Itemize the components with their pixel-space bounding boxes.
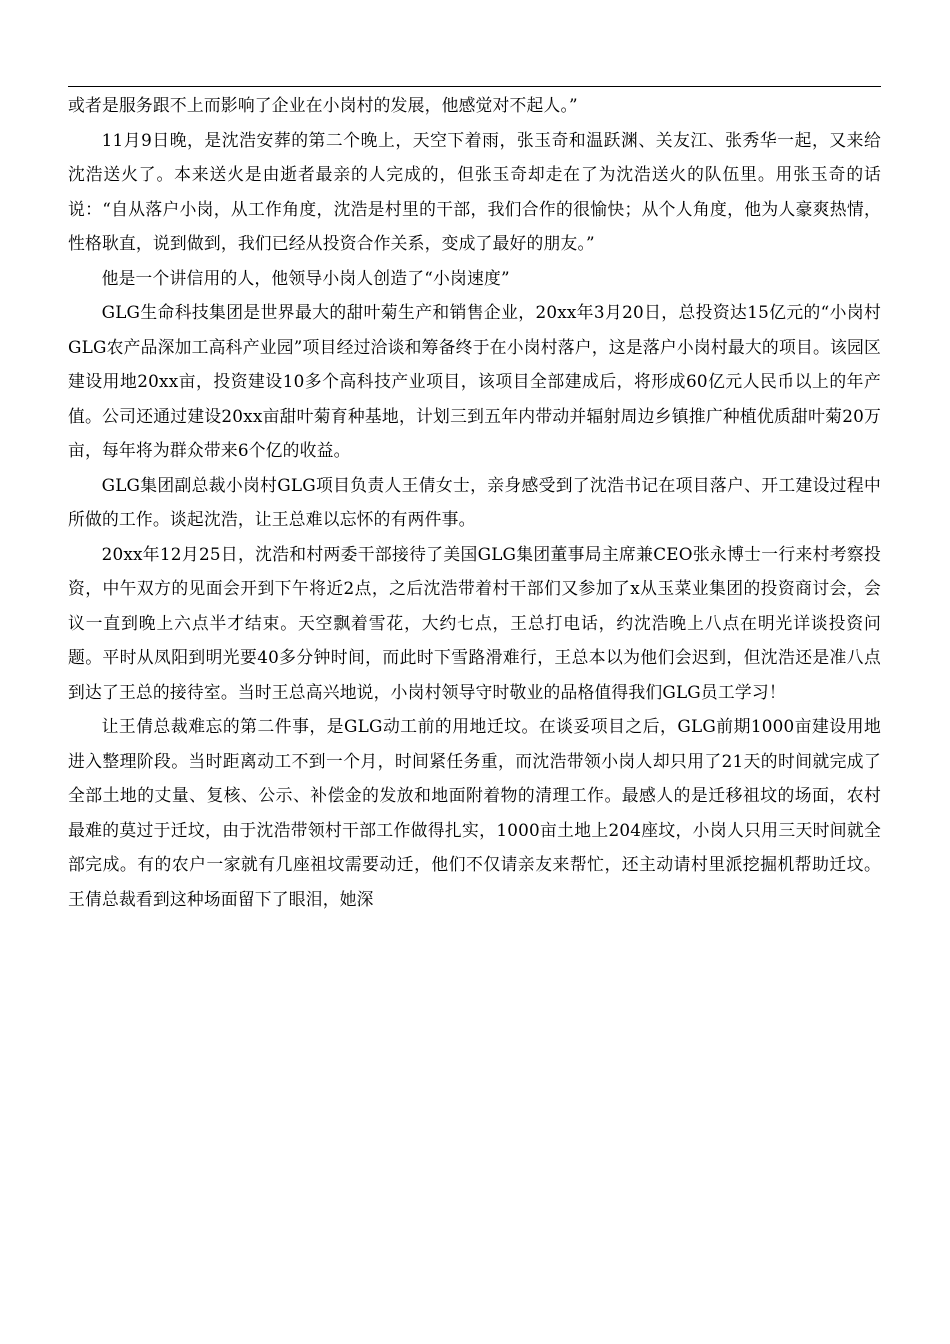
paragraph: GLG集团副总裁小岗村GLG项目负责人王倩女士，亲身感受到了沈浩书记在项目落户、开工建设过程中所做的工作。谈起沈浩，让王总难以忘怀的有两件事。 (68, 474, 881, 529)
document-body (68, 88, 881, 916)
paragraph: 他是一个讲信用的人，他领导小岗人创造了“小岗速度” (101, 267, 510, 288)
paragraph: GLG生命科技集团是世界最大的甜叶菊生产和销售企业，20xx年3月20日，总投资达15亿元的“小岗村GLG农产品深加工高科产业园”项目经过洽谈和筹备终于在小岗村落户，这是落户小岗村最大的项目。该园区建设用地20xx亩，投资建设10多个高科技产业项目，该项目全部建成后，将形成60亿元人民币以上的年产值。公司还通过建设20xx亩甜叶菊育种基地，计划三到五年内带动并辐射周边乡镇推广种植优质甜叶菊20万亩，每年将为群众带来6个亿的收益。 (68, 302, 881, 460)
paragraph: 或者是服务跟不上而影响了企业在小岗村的发展，他感觉对不起人。” (68, 95, 578, 115)
paragraph: 20xx年12月25日，沈浩和村两委干部接待了美国GLG集团董事局主席兼CEO张永博士一行来村考察投资，中午双方的见面会开到下午将近2点，之后沈浩带着村干部们又参加了x从玉菜业集团的投资商讨会，会议一直到晚上六点半才结束。天空飘着雪花，大约七点，王总打电话，约沈浩晚上八点在明光详谈投资问题。平时从凤阳到明光要40多分钟时间，而此时下雪路滑难行，王总本以为他们会迟到，但沈浩还是准八点到达了王总的接待室。当时王总高兴地说，小岗村领导守时敬业的品格值得我们GLG员工学习！ (68, 543, 881, 702)
paragraph: 11月9日晚，是沈浩安葬的第二个晚上，天空下着雨，张玉奇和温跃渊、关友江、张秀华一起，又来给沈浩送火了。本来送火是由逝者最亲的人完成的，但张玉奇却走在了为沈浩送火的队伍里。用张玉奇的话说：“自从落户小岗，从工作角度，沈浩是村里的干部，我们合作的很愉快；从个人角度，他为人豪爽热情，性格耿直，说到做到，我们已经从投资合作关系，变成了最好的朋友。” (68, 129, 881, 253)
header-rule (68, 86, 881, 87)
paragraph: 让王倩总裁难忘的第二件事，是GLG动工前的用地迁坟。在谈妥项目之后，GLG前期1000亩建设用地进入整理阶段。当时距离动工不到一个月，时间紧任务重，而沈浩带领小岗人却只用了21天的时间就完成了全部土地的丈量、复核、公示、补偿金的发放和地面附着物的清理工作。最感人的是迁移祖坟的场面，农村最难的莫过于迁坟，由于沈浩带领村干部工作做得扎实，1000亩土地上204座坟，小岗人只用三天时间就全部完成。有的农户一家就有几座祖坟需要动迁，他们不仅请亲友来帮忙，还主动请村里派挖掘机帮助迁坟。王倩总裁看到这种场面留下了眼泪，她深 (68, 716, 881, 909)
